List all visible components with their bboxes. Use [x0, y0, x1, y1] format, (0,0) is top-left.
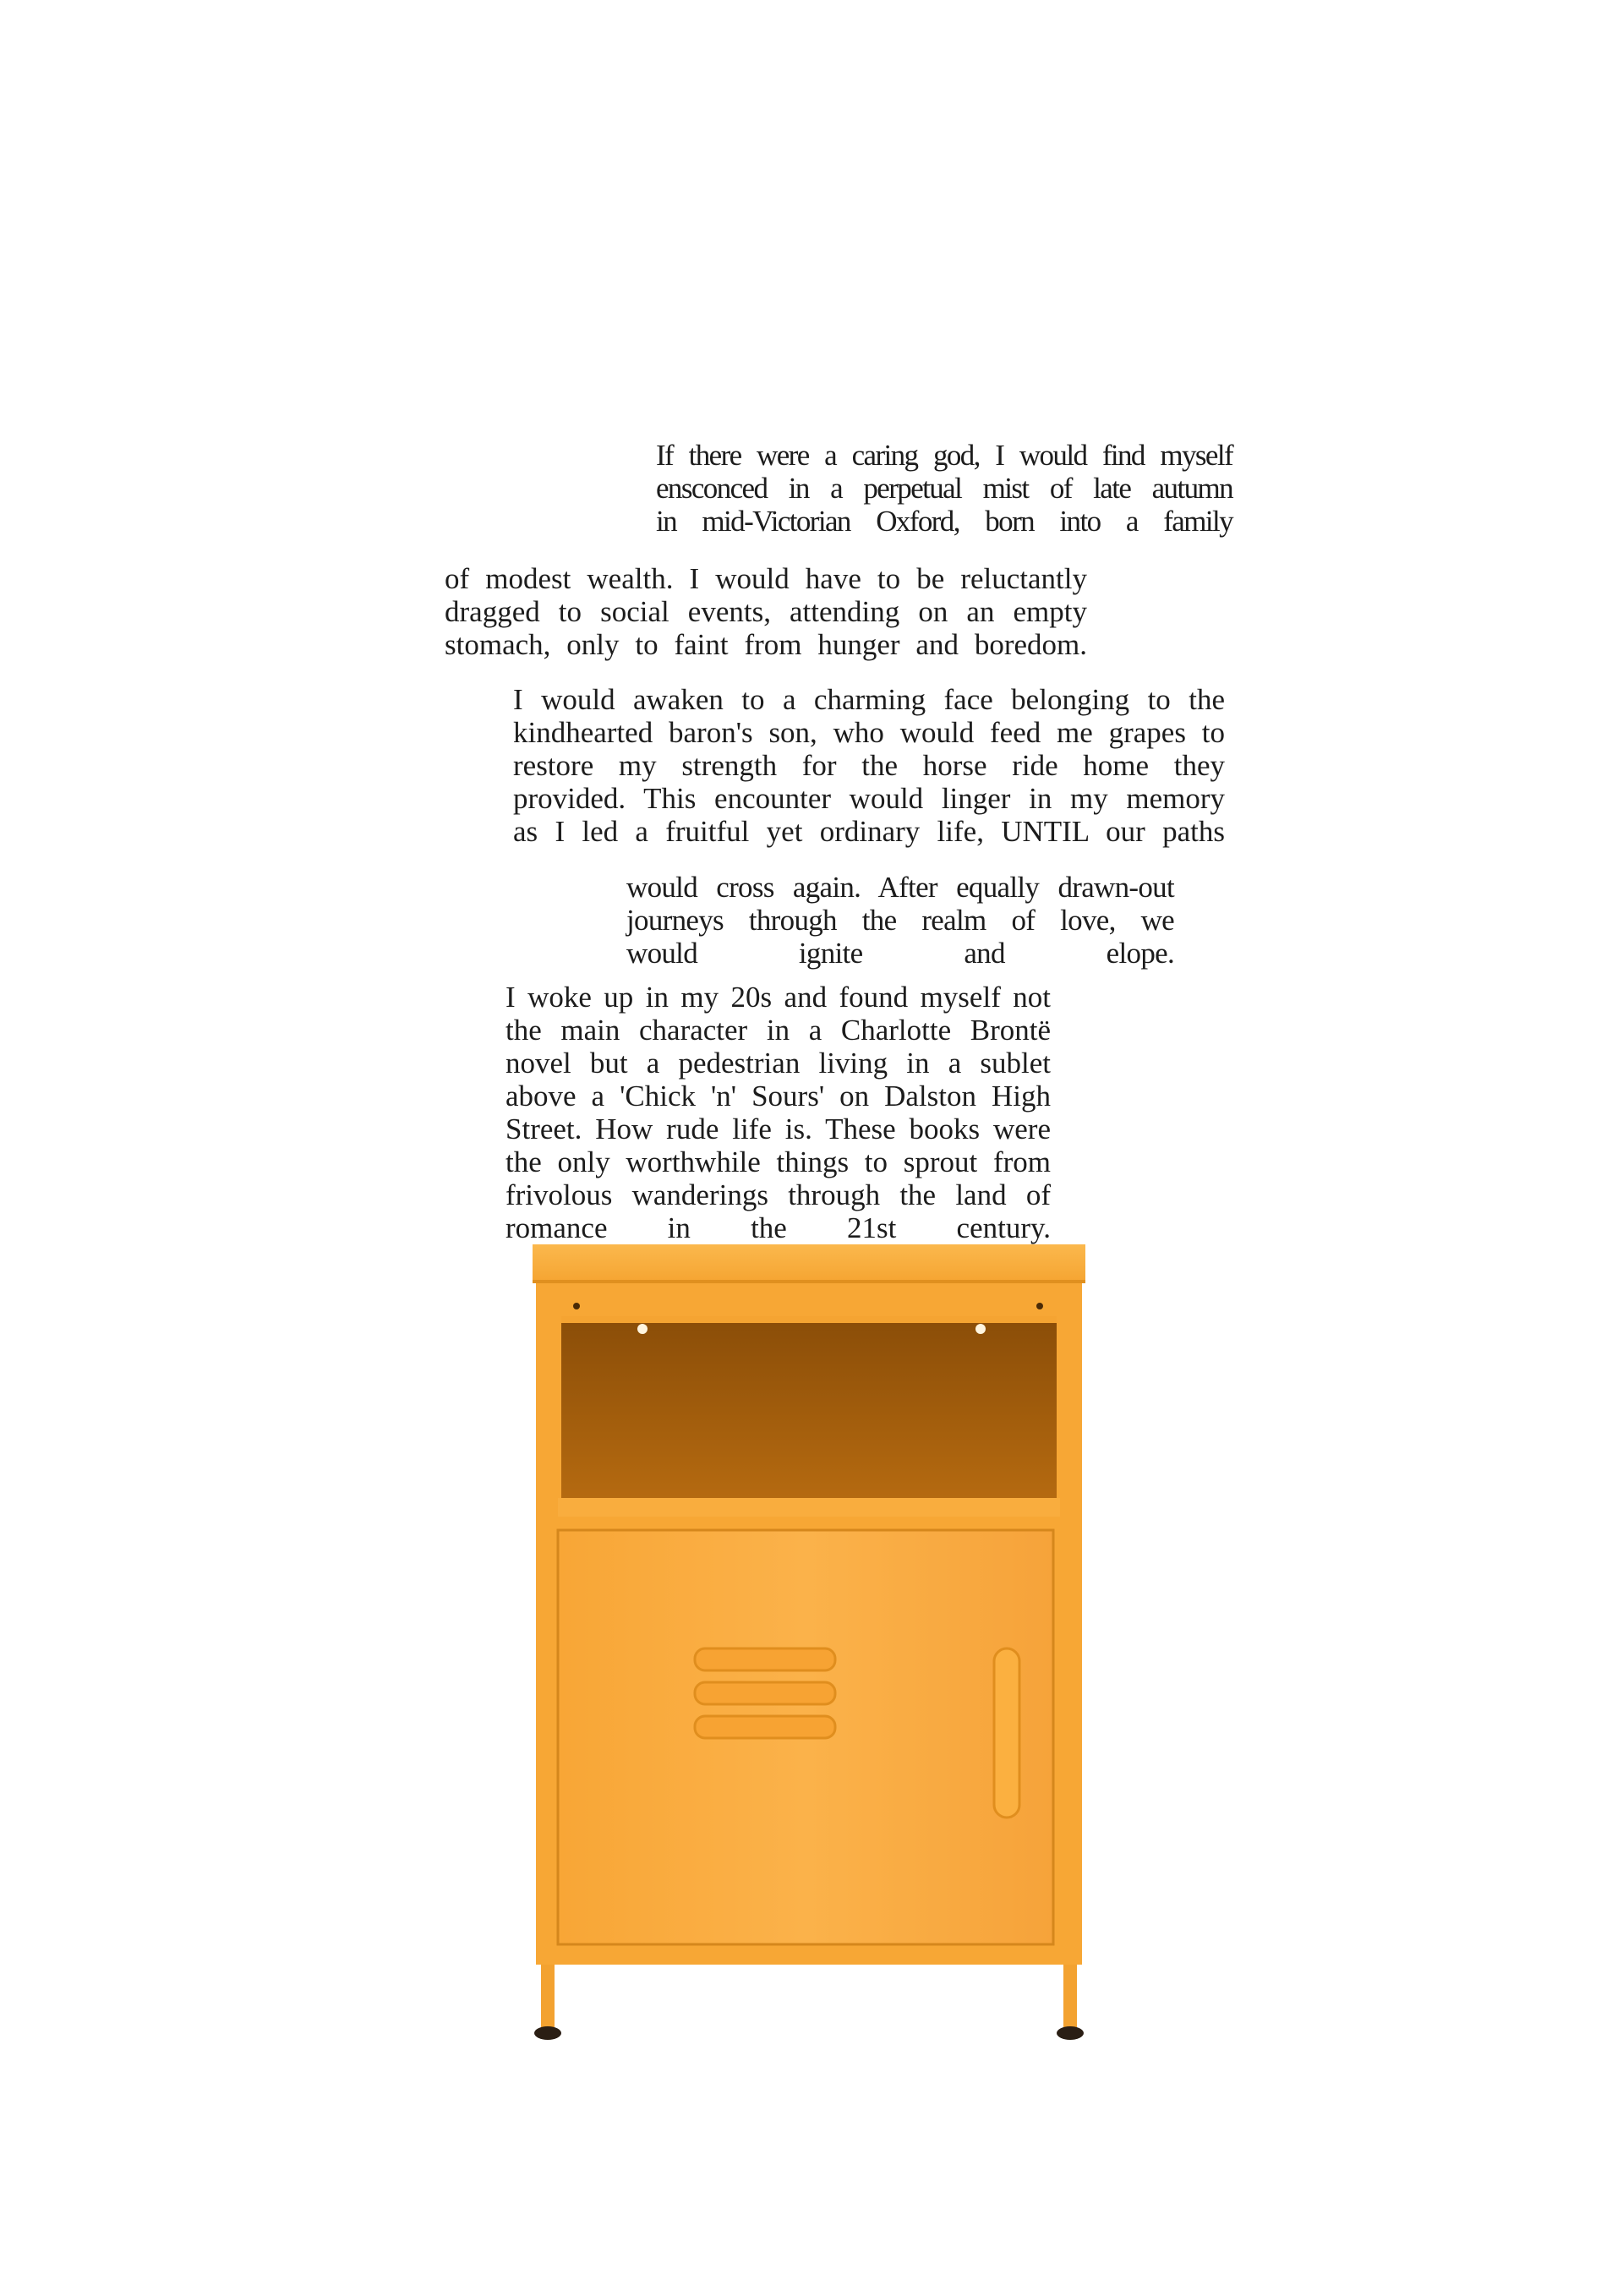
shelf-bottom: [558, 1498, 1060, 1517]
text-line: frivolous wanderings through the land of: [505, 1178, 1051, 1211]
text-line: dragged to social events, attending on an empty: [445, 595, 1087, 628]
shelf-top-lip: [561, 1316, 1057, 1323]
text-line: I would awaken to a charming face belonging to the: [513, 683, 1225, 716]
text-line: If there were a caring god, I would find myself: [656, 439, 1232, 472]
text-line: romance in the 21st century.: [505, 1211, 1051, 1244]
text-block-3: [513, 683, 1225, 848]
text-line: as I led a fruitful yet ordinary life, UNTIL our paths: [513, 815, 1225, 848]
text-line: I woke up in my 20s and found myself not: [505, 981, 1051, 1014]
text-line: in mid-Victorian Oxford, born into a family: [656, 505, 1232, 538]
shelf-opening: [561, 1316, 1057, 1499]
text-line: would cross again. After equally drawn-out: [626, 871, 1174, 904]
text-line: above a 'Chick 'n' Sours' on Dalston High: [505, 1080, 1051, 1112]
shelf-light-left: [637, 1324, 648, 1334]
text-line: kindhearted baron's son, who would feed me grapes to: [513, 716, 1225, 749]
shelf-light-right: [975, 1324, 986, 1334]
text-block-2: [445, 562, 1087, 661]
text-line: novel but a pedestrian living in a sublet: [505, 1047, 1051, 1080]
nightstand-icon: [533, 1244, 1090, 2056]
text-line: the only worthwhile things to sprout from: [505, 1145, 1051, 1178]
text-line: provided. This encounter would linger in my memory: [513, 782, 1225, 815]
text-line: restore my strength for the horse ride home they: [513, 749, 1225, 782]
text-line: of modest wealth. I would have to be reluctantly: [445, 562, 1087, 595]
foot-right: [1057, 2026, 1084, 2040]
text-block-1: [656, 439, 1232, 538]
text-line: journeys through the realm of love, we: [626, 904, 1174, 937]
text-line: the main character in a Charlotte Brontë: [505, 1014, 1051, 1047]
cabinet-top-edge: [533, 1280, 1085, 1283]
door-vents: [695, 1648, 835, 1738]
cabinet-top: [533, 1244, 1085, 1282]
leg-right: [1063, 1961, 1077, 2029]
text-line: would ignite and elope.: [626, 937, 1174, 970]
screw-left: [573, 1303, 580, 1309]
screw-right: [1036, 1303, 1043, 1309]
leg-left: [541, 1961, 555, 2029]
foot-left: [534, 2026, 561, 2040]
text-block-4: [626, 871, 1174, 970]
text-line: ensconced in a perpetual mist of late autumn: [656, 472, 1232, 505]
text-line: stomach, only to faint from hunger and boredom.: [445, 628, 1087, 661]
text-line: Street. How rude life is. These books were: [505, 1112, 1051, 1145]
door-handle: [994, 1648, 1019, 1818]
text-block-5: [505, 981, 1051, 1244]
